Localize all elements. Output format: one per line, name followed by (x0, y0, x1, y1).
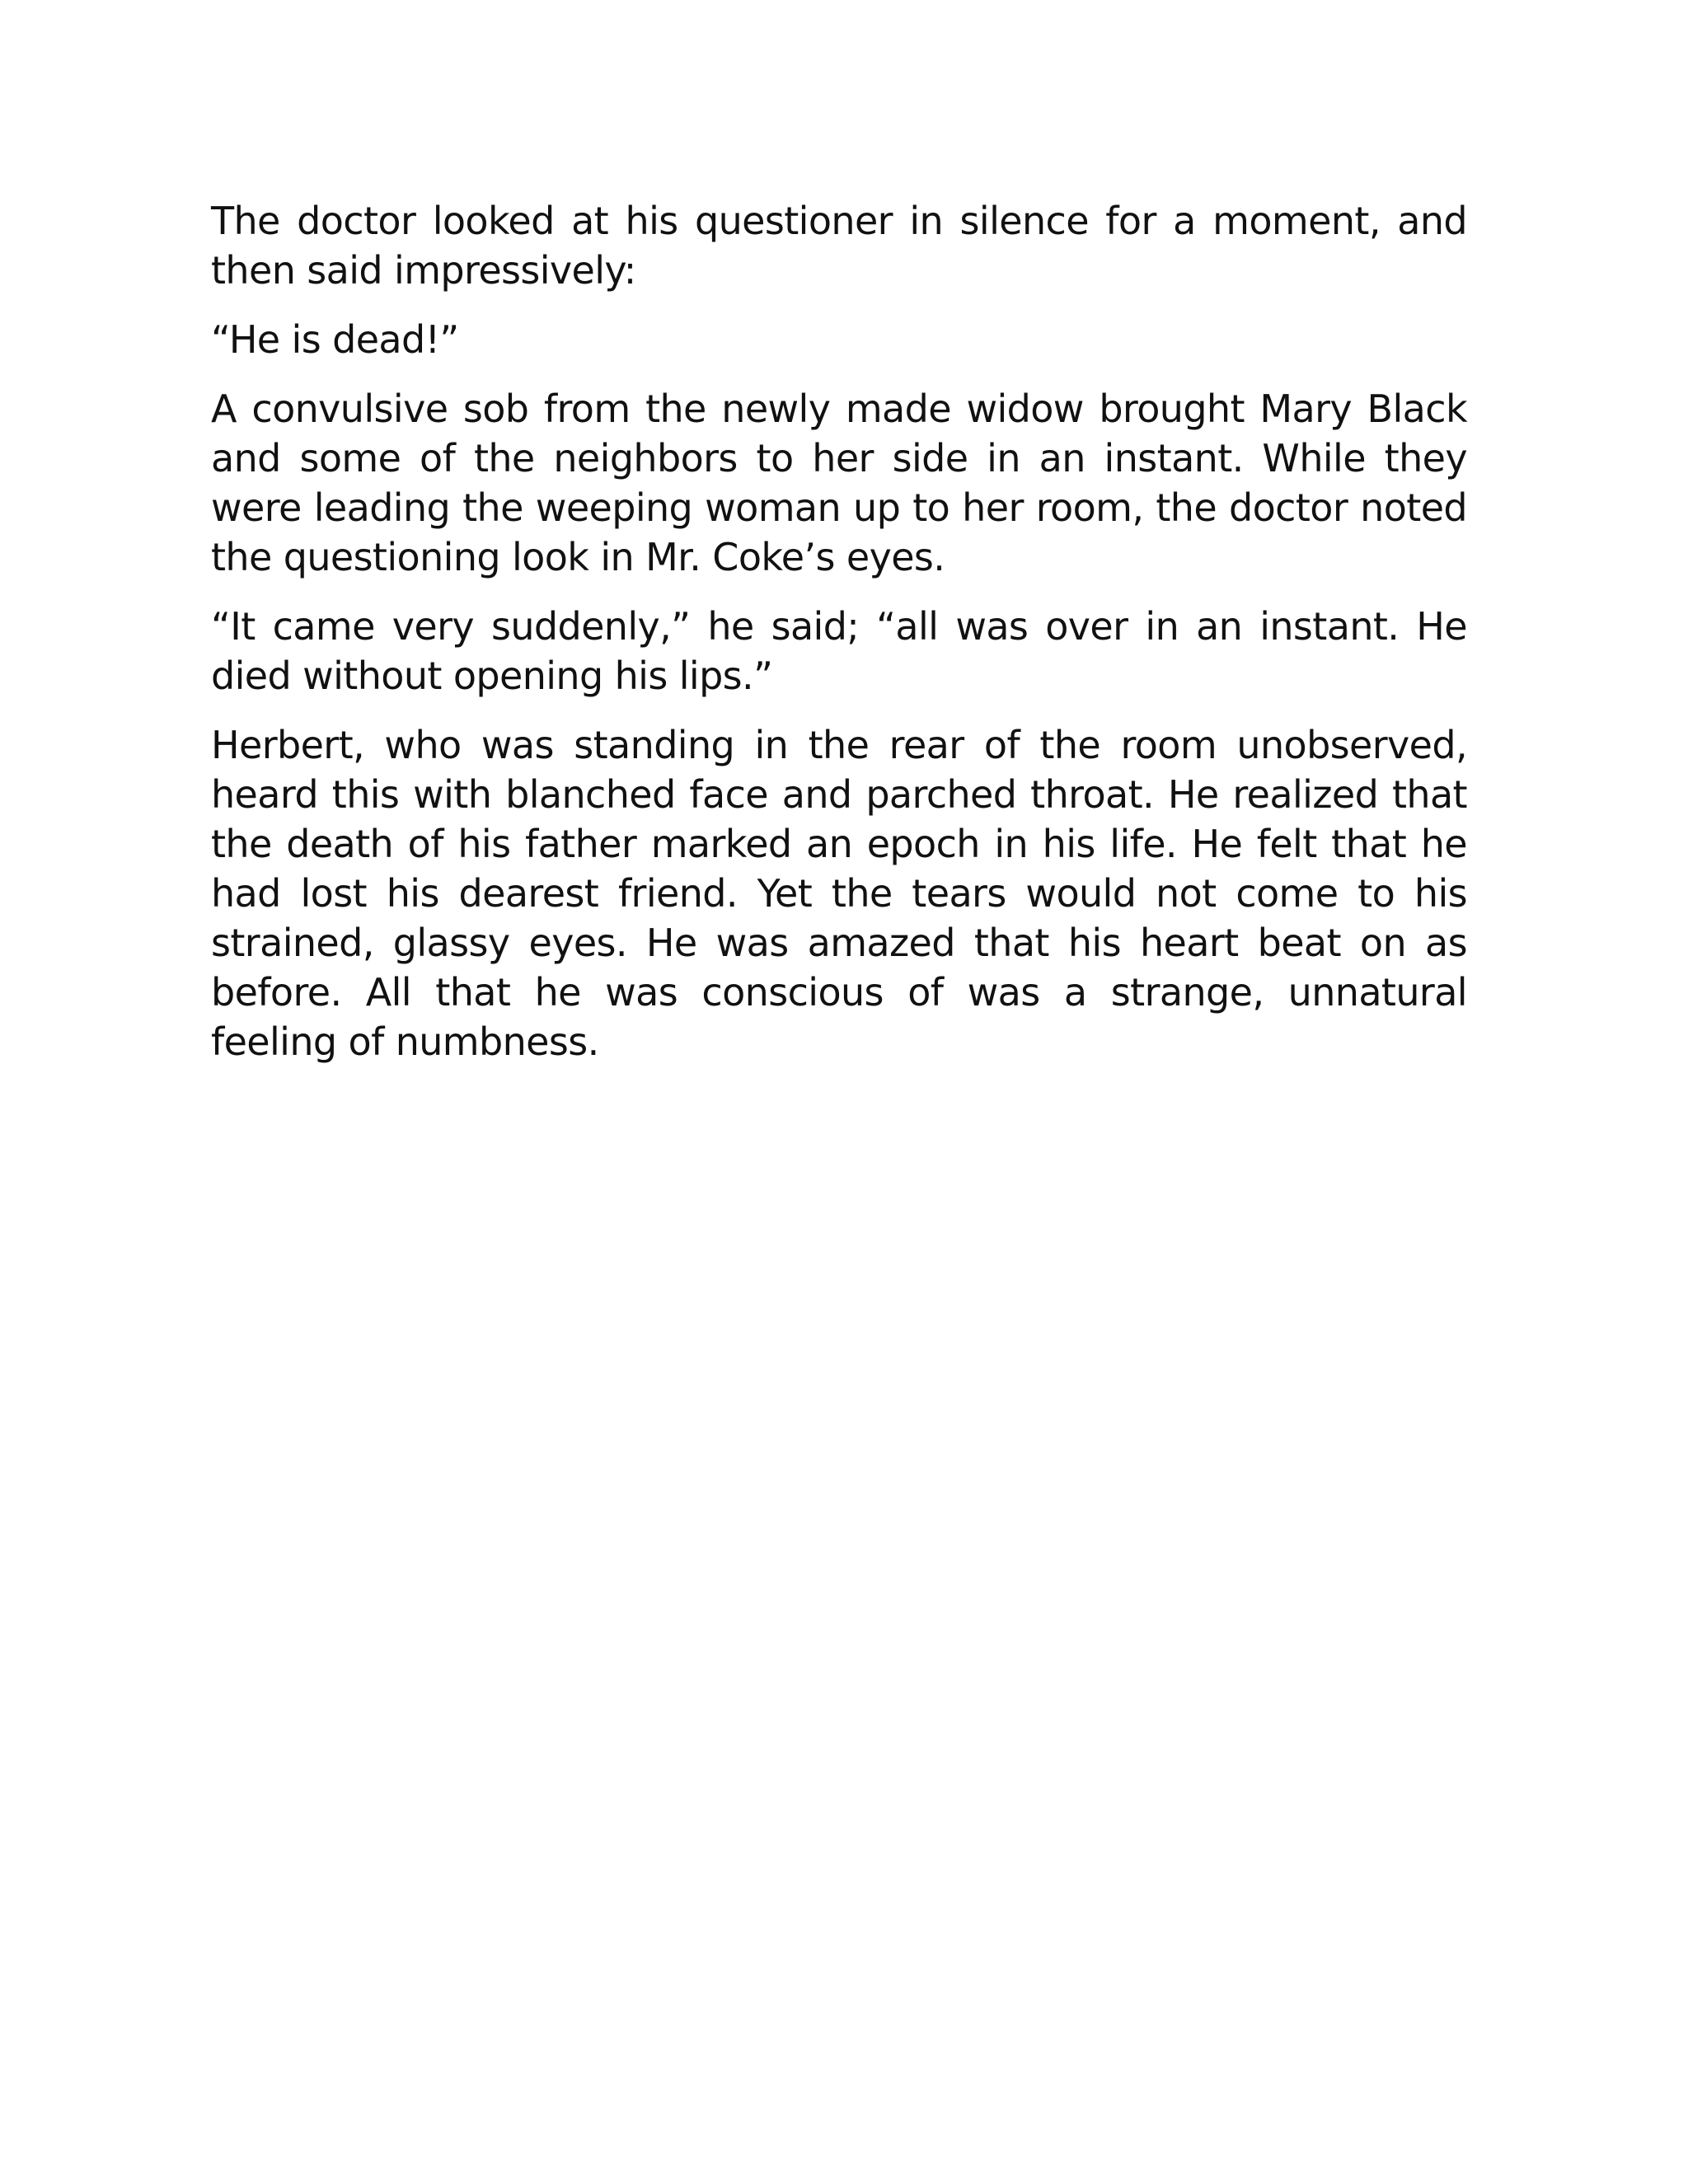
paragraph-4: “It came very suddenly,” he said; “all was over in an instant. He died without opening his lips.” (211, 604, 1467, 698)
paragraph-2: “He is dead!” (211, 317, 459, 362)
paragraph-3: A convulsive sob from the newly made widow brought Mary Black and some of the neighbors to her side in an instant. While they were leading the weeping woman up to her room, the doctor noted the questioning look in Mr. Coke’s eyes. (211, 387, 1467, 579)
body-text (211, 196, 1467, 1086)
paragraph-5: Herbert, who was standing in the rear of the room unobserved, heard this with blanched face and parched throat. He realized that the death of his father marked an epoch in his life. He felt that he had lost his dearest friend. Yet the tears would not come to his strained, glassy eyes. He was amazed that his heart beat on as before. All that he was conscious of was a strange, unnatural feeling of numbness. (211, 723, 1467, 1064)
paragraph-1: The doctor looked at his questioner in silence for a moment, and then said impressively: (211, 199, 1467, 293)
